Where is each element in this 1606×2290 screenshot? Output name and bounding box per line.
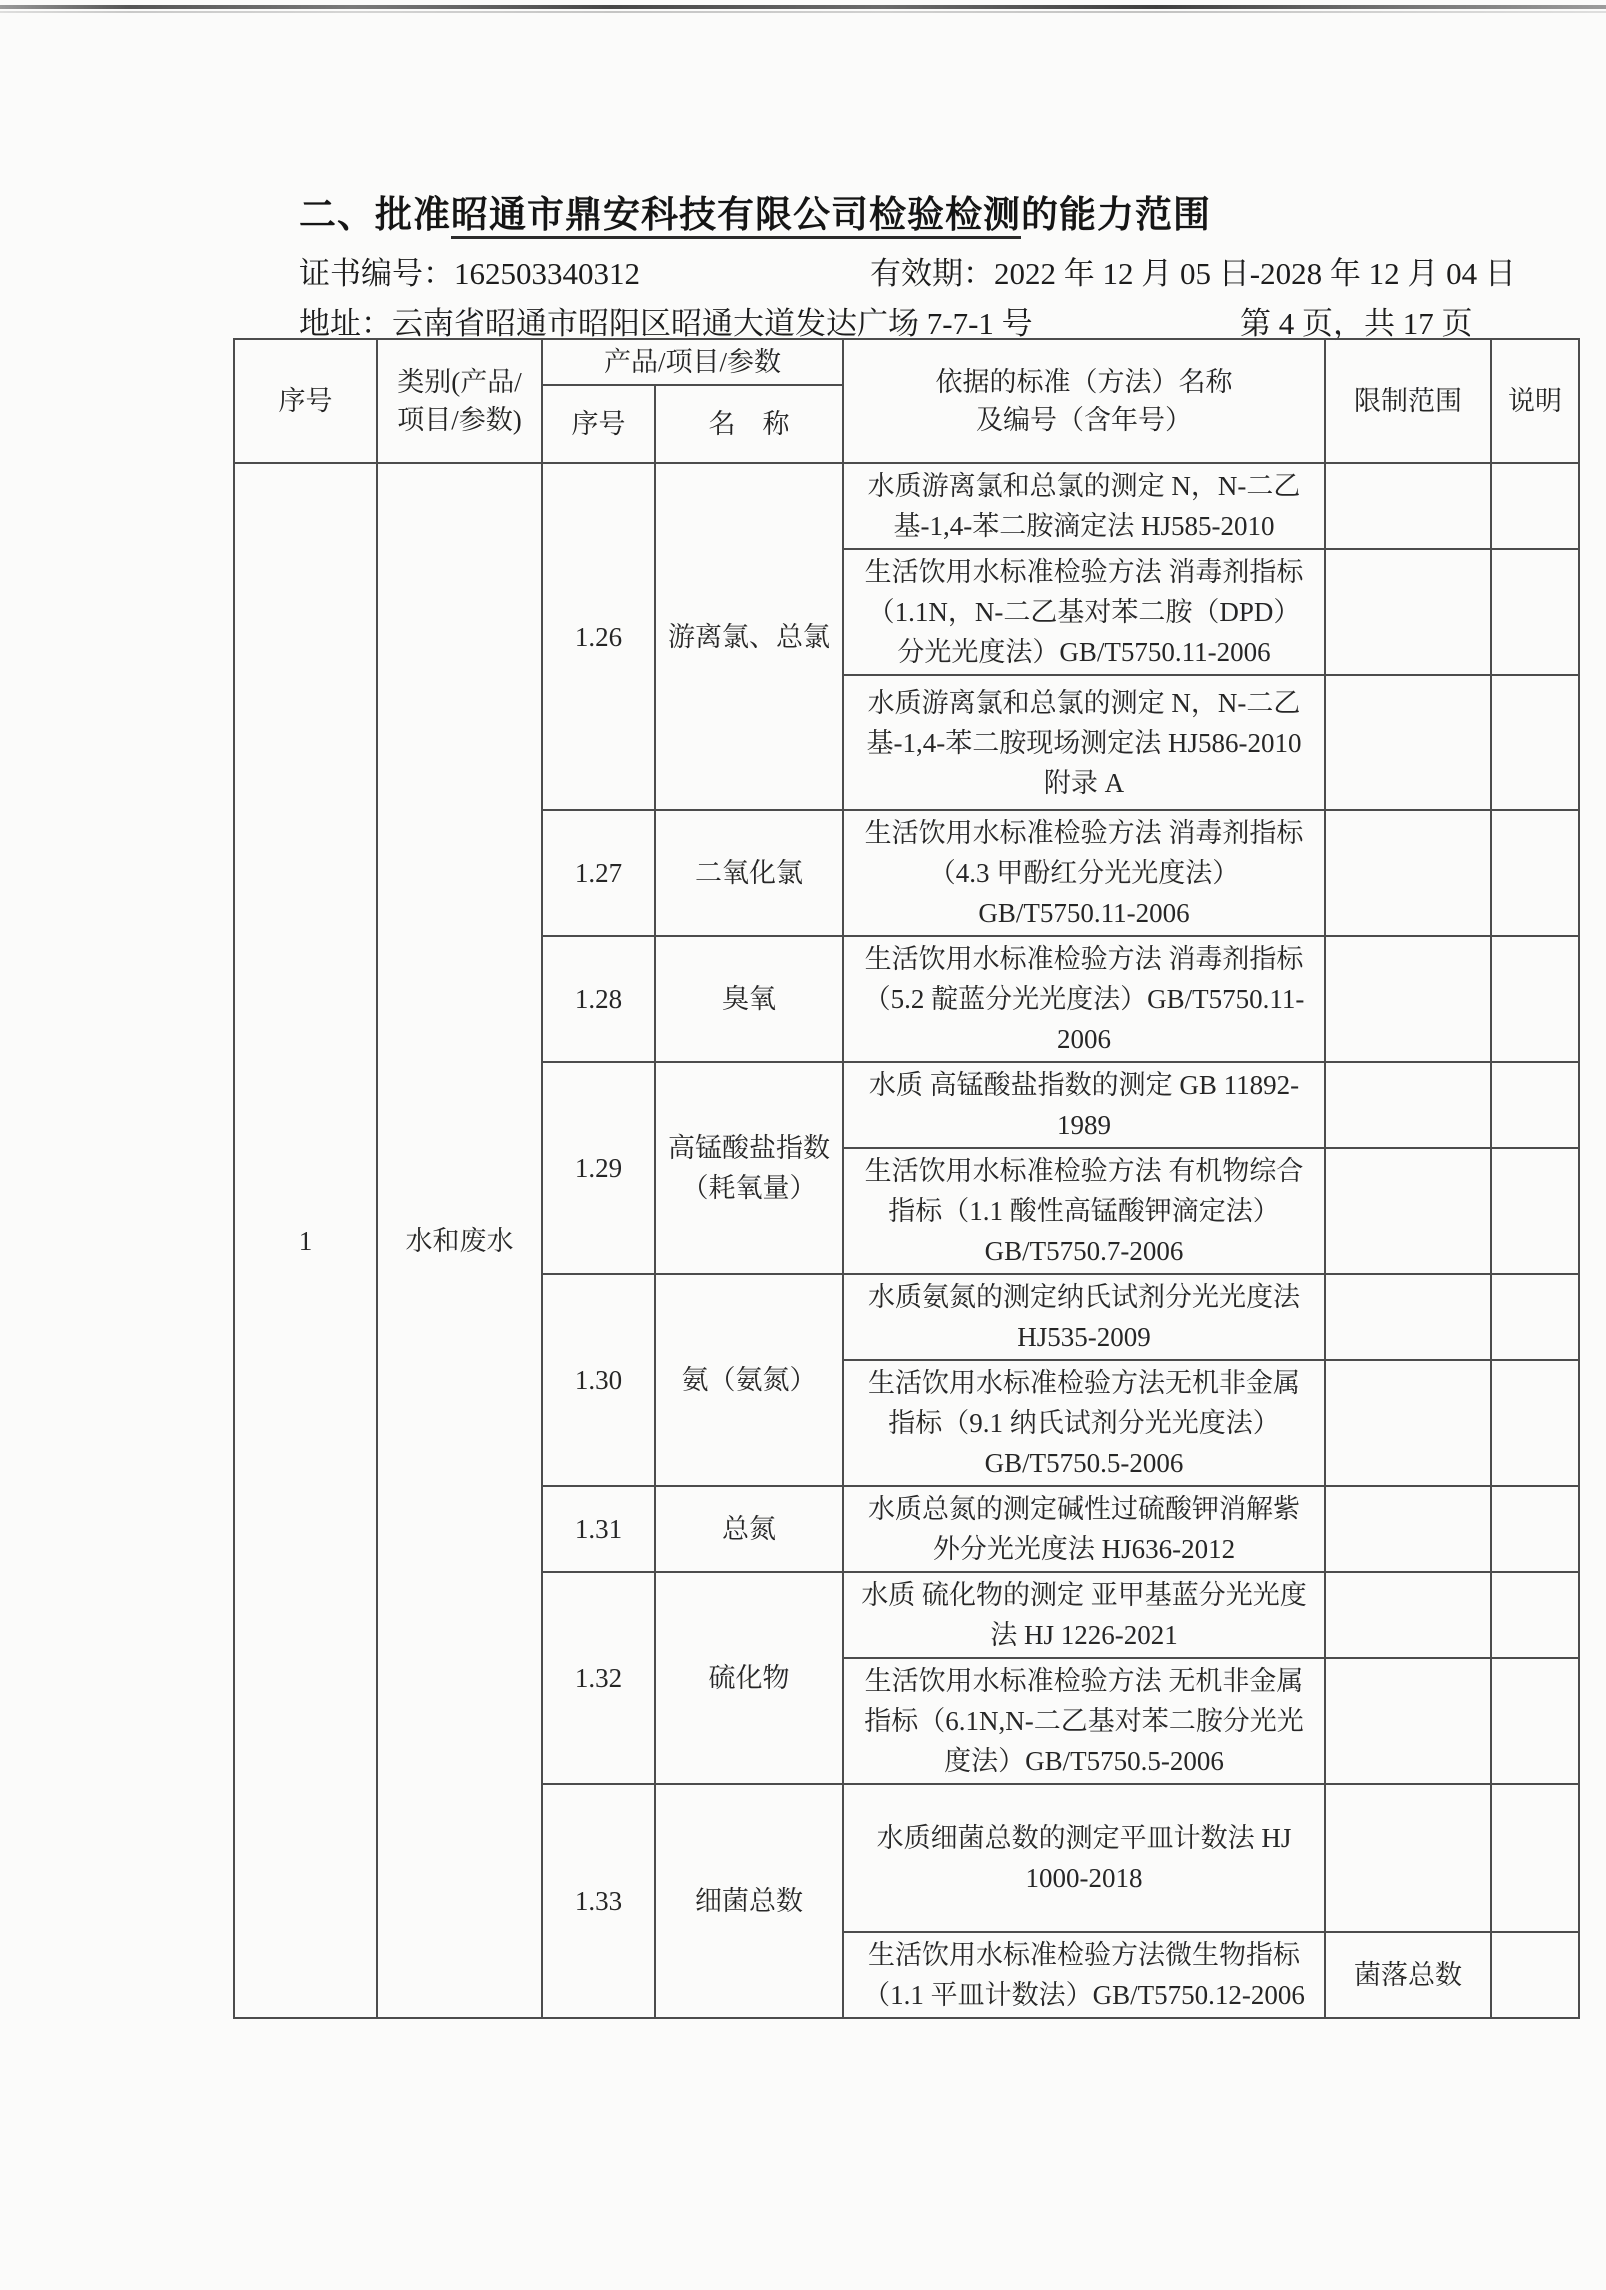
note-cell (1491, 936, 1579, 1062)
cert-label: 证书编号： (299, 256, 454, 291)
note-cell (1491, 675, 1579, 810)
limit-cell (1325, 1062, 1491, 1148)
item-name-cell: 臭氧 (655, 936, 843, 1062)
header-standard-line2: 及编号（含年号） (976, 405, 1193, 435)
standard-cell: 水质 硫化物的测定 亚甲基蓝分光光度法 HJ 1226-2021 (843, 1572, 1325, 1658)
limit-cell (1325, 1572, 1491, 1658)
header-product-group: 产品/项目/参数 (542, 339, 843, 385)
address-label: 地址： (299, 306, 392, 341)
standard-cell: 水质游离氯和总氯的测定 N，N-二乙基-1,4-苯二胺现场测定法 HJ586-2010 附录 A (843, 675, 1325, 810)
item-no-cell: 1.32 (542, 1572, 655, 1784)
item-name-cell: 细菌总数 (655, 1784, 843, 2018)
standard-cell: 生活饮用水标准检验方法微生物指标（1.1 平皿计数法）GB/T5750.12-2006 (843, 1932, 1325, 2018)
standard-cell: 生活饮用水标准检验方法 无机非金属指标（6.1N,N-二乙基对苯二胺分光光度法）GB/T5750.5-2006 (843, 1658, 1325, 1784)
limit-cell (1325, 936, 1491, 1062)
section-title (299, 184, 1211, 238)
item-no-cell: 1.27 (542, 810, 655, 936)
note-cell (1491, 1360, 1579, 1486)
address (299, 306, 1033, 341)
header-seq: 序号 (234, 339, 377, 463)
standard-cell: 水质氨氮的测定纳氏试剂分光光度法 HJ535-2009 (843, 1274, 1325, 1360)
title-suffix: 的能力范围 (1021, 195, 1211, 236)
item-no-cell: 1.33 (542, 1784, 655, 2018)
note-cell (1491, 1784, 1579, 1932)
validity-label: 有效期： (870, 256, 994, 291)
note-cell (1491, 1274, 1579, 1360)
address-value: 云南省昭通市昭阳区昭通大道发达广场 7-7-1 号 (392, 306, 1033, 341)
cert-number-line (233, 248, 1578, 293)
item-name-cell: 二氧化氯 (655, 810, 843, 936)
note-cell (1491, 1932, 1579, 2018)
header-sub-seq: 序号 (542, 385, 655, 463)
standard-cell: 生活饮用水标准检验方法 消毒剂指标（5.2 靛蓝分光光度法）GB/T5750.11-2006 (843, 936, 1325, 1062)
note-cell (1491, 1572, 1579, 1658)
validity-value: 2022 年 12 月 05 日-2028 年 12 月 04 日 (994, 256, 1516, 291)
standard-cell: 水质总氮的测定碱性过硫酸钾消解紫外分光光度法 HJ636-2012 (843, 1486, 1325, 1572)
item-name-cell: 硫化物 (655, 1572, 843, 1784)
scan-artifact-top (0, 5, 1606, 9)
standard-cell: 生活饮用水标准检验方法 消毒剂指标（1.1N，N-二乙基对苯二胺（DPD）分光光度法）GB/T5750.11-2006 (843, 549, 1325, 675)
standard-cell: 水质细菌总数的测定平皿计数法 HJ 1000-2018 (843, 1784, 1325, 1932)
limit-cell (1325, 1148, 1491, 1274)
category-cell: 水和废水 (377, 463, 542, 2018)
note-cell (1491, 463, 1579, 549)
table-row (234, 463, 1579, 549)
item-no-cell: 1.31 (542, 1486, 655, 1572)
cert-value: 162503340312 (454, 256, 640, 291)
note-cell (1491, 1148, 1579, 1274)
limit-cell (1325, 1486, 1491, 1572)
item-no-cell: 1.30 (542, 1274, 655, 1486)
seq-cell: 1 (234, 463, 377, 2018)
validity (870, 248, 1516, 293)
item-name-cell: 总氮 (655, 1486, 843, 1572)
note-cell (1491, 549, 1579, 675)
header-standard-line1: 依据的标准（方法）名称 (935, 367, 1233, 397)
standard-cell: 水质 高锰酸盐指数的测定 GB 11892-1989 (843, 1062, 1325, 1148)
note-cell (1491, 1062, 1579, 1148)
note-cell (1491, 1486, 1579, 1572)
title-prefix: 二、批准 (299, 195, 451, 236)
limit-cell (1325, 810, 1491, 936)
header-row-1 (234, 339, 1579, 385)
limit-cell (1325, 1784, 1491, 1932)
item-name-cell: 高锰酸盐指数（耗氧量） (655, 1062, 843, 1274)
header-standard (843, 339, 1325, 463)
standard-cell: 生活饮用水标准检验方法无机非金属指标（9.1 纳氏试剂分光光度法）GB/T5750.5-2006 (843, 1360, 1325, 1486)
note-cell (1491, 810, 1579, 936)
item-name-cell: 游离氯、总氯 (655, 463, 843, 810)
limit-cell (1325, 1658, 1491, 1784)
limit-cell (1325, 1360, 1491, 1486)
item-name-cell: 氨（氨氮） (655, 1274, 843, 1486)
capability-table (233, 338, 1580, 2019)
limit-cell (1325, 1274, 1491, 1360)
scan-artifact-top-2 (0, 11, 1606, 13)
header-limit: 限制范围 (1325, 339, 1491, 463)
limit-cell: 菌落总数 (1325, 1932, 1491, 2018)
limit-cell (1325, 675, 1491, 810)
standard-cell: 生活饮用水标准检验方法 有机物综合指标（1.1 酸性高锰酸钾滴定法）GB/T5750.7-2006 (843, 1148, 1325, 1274)
standard-cell: 生活饮用水标准检验方法 消毒剂指标（4.3 甲酚红分光光度法）GB/T5750.11-2006 (843, 810, 1325, 936)
header-name: 名 称 (655, 385, 843, 463)
limit-cell (1325, 549, 1491, 675)
header-note: 说明 (1491, 339, 1579, 463)
item-no-cell: 1.29 (542, 1062, 655, 1274)
header-category: 类别(产品/项目/参数) (377, 339, 542, 463)
limit-cell (1325, 463, 1491, 549)
item-no-cell: 1.28 (542, 936, 655, 1062)
standard-cell: 水质游离氯和总氯的测定 N，N-二乙基-1,4-苯二胺滴定法 HJ585-2010 (843, 463, 1325, 549)
title-underline: 昭通市鼎安科技有限公司检验检测 (451, 195, 1021, 236)
address-line (233, 298, 1578, 343)
item-no-cell: 1.26 (542, 463, 655, 810)
cert-label-and-value (299, 256, 640, 291)
page-indicator: 第 4 页，共 17 页 (1240, 306, 1473, 341)
note-cell (1491, 1658, 1579, 1784)
